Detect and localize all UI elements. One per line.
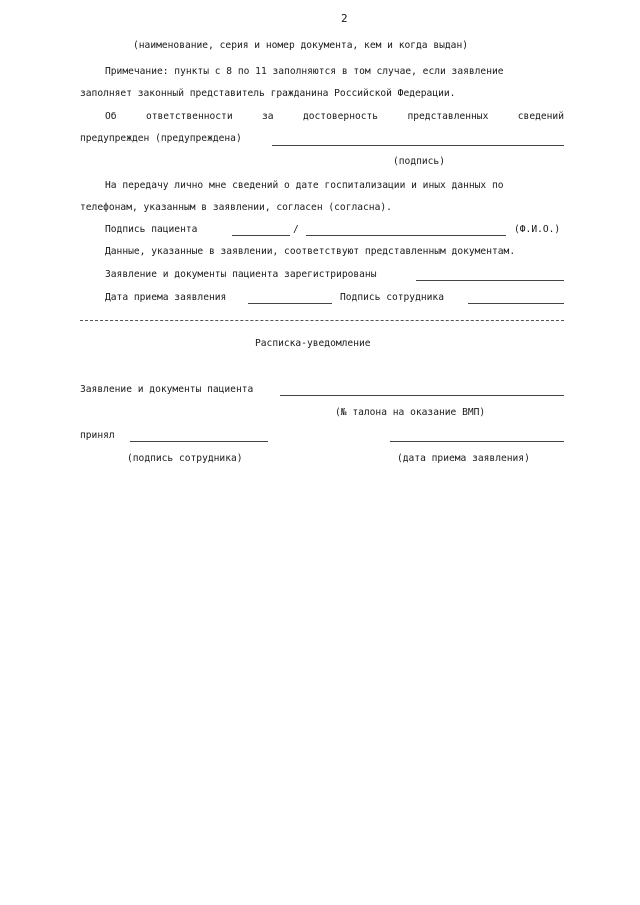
- patient-signature-blank[interactable]: [232, 235, 290, 236]
- receipt-docs-label: Заявление и документы пациента: [80, 384, 254, 395]
- patient-fio-blank[interactable]: [306, 235, 506, 236]
- fio-caption: (Ф.И.О.): [514, 224, 561, 235]
- accepted-signature-blank[interactable]: [130, 441, 268, 442]
- employee-signature-blank[interactable]: [468, 303, 564, 304]
- responsibility-line-1: [80, 111, 564, 122]
- employee-caption: (подпись сотрудника): [127, 453, 243, 464]
- reception-date-blank[interactable]: [248, 303, 332, 304]
- responsibility-word: за: [262, 111, 274, 122]
- note-line-1: Примечание: пункты с 8 по 11 заполняются в том случае, если заявление: [105, 66, 504, 77]
- responsibility-word: представленных: [407, 111, 489, 122]
- responsibility-line-2: предупрежден (предупреждена): [80, 133, 242, 144]
- responsibility-word: Об: [105, 111, 117, 122]
- responsibility-word: сведений: [517, 111, 564, 122]
- reception-date-label: Дата приема заявления: [105, 292, 227, 303]
- signature-caption: (подпись): [393, 156, 445, 167]
- registered-label: Заявление и документы пациента зарегистрированы: [105, 269, 377, 280]
- page-number: 2: [341, 12, 348, 25]
- responsibility-signature-blank[interactable]: [272, 145, 564, 146]
- registered-blank[interactable]: [416, 280, 564, 281]
- patient-signature-label: Подпись пациента: [105, 224, 198, 235]
- signature-separator: /: [293, 224, 299, 235]
- responsibility-word: достоверность: [302, 111, 379, 122]
- consent-line-1: На передачу лично мне сведений о дате госпитализации и иных данных по: [105, 180, 504, 191]
- data-match-statement: Данные, указанные в заявлении, соответствуют представленным документам.: [105, 246, 516, 257]
- cut-line-divider: [80, 320, 564, 321]
- ticket-caption: (№ талона на оказание ВМП): [335, 407, 486, 418]
- accepted-date-blank[interactable]: [390, 441, 564, 442]
- responsibility-word: ответственности: [145, 111, 233, 122]
- date-caption: (дата приема заявления): [397, 453, 530, 464]
- accepted-label: принял: [80, 430, 115, 441]
- receipt-ticket-blank[interactable]: [280, 395, 564, 396]
- receipt-title: Расписка-уведомление: [255, 338, 371, 349]
- consent-line-2: телефонам, указанным в заявлении, согласен (согласна).: [80, 202, 392, 213]
- document-caption: (наименование, серия и номер документа, кем и когда выдан): [133, 40, 469, 51]
- note-line-2: заполняет законный представитель гражданина Российской Федерации.: [80, 88, 456, 99]
- employee-signature-label: Подпись сотрудника: [340, 292, 444, 303]
